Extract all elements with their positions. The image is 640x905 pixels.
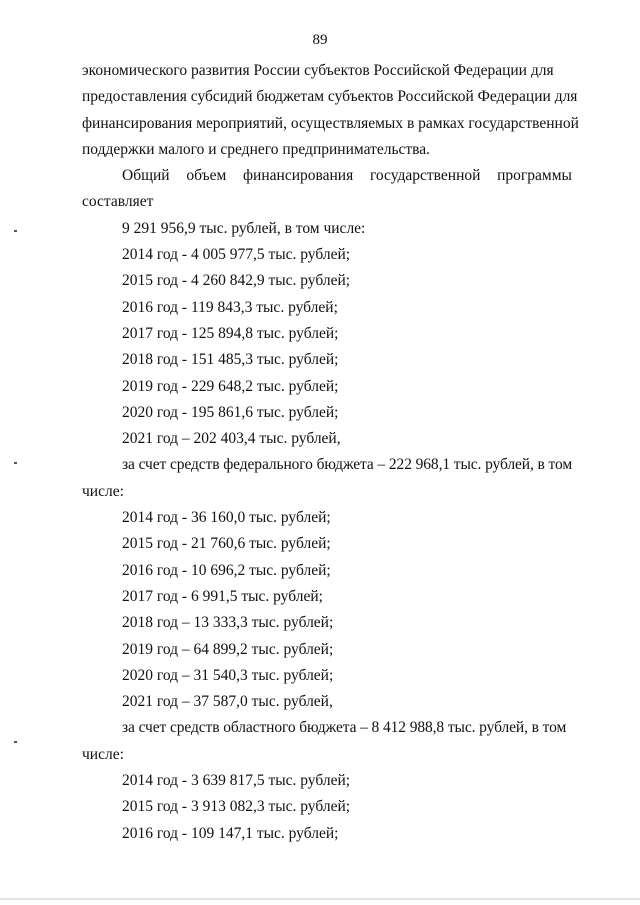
intro-line: финансирования мероприятий, осуществляемых в рамках государственной bbox=[82, 114, 579, 132]
intro-line: предоставления субсидий бюджетам субъектов Российской Федерации для bbox=[82, 88, 578, 106]
scan-edge bbox=[0, 898, 640, 900]
total-year-line: 2021 год – 202 403,4 тыс. рублей, bbox=[122, 430, 341, 448]
total-amount: 9 291 956,9 тыс. рублей, в том числе: bbox=[122, 219, 366, 237]
total-word: финансирования bbox=[243, 167, 354, 185]
intro-line: поддержки малого и среднего предпринимательства. bbox=[82, 140, 431, 158]
scan-mark bbox=[14, 462, 17, 464]
total-paragraph-line bbox=[82, 163, 572, 189]
federal-year-line: 2018 год – 13 333,3 тыс. рублей; bbox=[122, 614, 334, 632]
federal-budget-continuation: числе: bbox=[82, 482, 124, 500]
intro-line: экономического развития России субъектов Российской Федерации для bbox=[82, 62, 554, 79]
total-word: Общий bbox=[122, 167, 170, 185]
federal-year-line: 2019 год – 64 899,2 тыс. рублей; bbox=[122, 640, 334, 658]
regional-year-line: 2015 год - 3 913 082,3 тыс. рублей; bbox=[122, 798, 351, 816]
regional-year-line: 2014 год - 3 639 817,5 тыс. рублей; bbox=[122, 772, 351, 790]
total-year-line: 2018 год - 151 485,3 тыс. рублей; bbox=[122, 351, 339, 369]
federal-year-line: 2014 год - 36 160,0 тыс. рублей; bbox=[122, 509, 331, 527]
total-word: объем bbox=[186, 167, 227, 185]
scan-mark bbox=[14, 741, 17, 743]
total-year-line: 2019 год - 229 648,2 тыс. рублей; bbox=[122, 377, 339, 395]
total-word: программы bbox=[497, 167, 572, 185]
federal-year-line: 2016 год - 10 696,2 тыс. рублей; bbox=[122, 561, 331, 579]
federal-year-line: 2015 год - 21 760,6 тыс. рублей; bbox=[122, 535, 331, 553]
document-body bbox=[82, 58, 579, 847]
regional-budget-continuation: числе: bbox=[82, 745, 124, 763]
total-paragraph-continuation: составляет bbox=[82, 193, 154, 211]
federal-year-line: 2020 год – 31 540,3 тыс. рублей; bbox=[122, 666, 334, 684]
regional-year-line: 2016 год - 109 147,1 тыс. рублей; bbox=[122, 824, 339, 842]
total-word: государственной bbox=[369, 167, 481, 185]
federal-year-line: 2017 год - 6 991,5 тыс. рублей; bbox=[122, 587, 323, 605]
scan-mark bbox=[14, 230, 17, 232]
page-number: 89 bbox=[312, 32, 328, 48]
total-year-line: 2020 год - 195 861,6 тыс. рублей; bbox=[122, 403, 339, 421]
federal-budget-line: за счет средств федерального бюджета – 222 968,1 тыс. рублей, в том bbox=[122, 456, 573, 474]
total-year-line: 2014 год - 4 005 977,5 тыс. рублей; bbox=[122, 246, 351, 264]
federal-year-line: 2021 год – 37 587,0 тыс. рублей, bbox=[122, 693, 333, 711]
total-year-line: 2016 год - 119 843,3 тыс. рублей; bbox=[122, 298, 338, 316]
total-year-line: 2015 год - 4 260 842,9 тыс. рублей; bbox=[122, 272, 351, 290]
total-year-line: 2017 год - 125 894,8 тыс. рублей; bbox=[122, 324, 339, 342]
regional-budget-line: за счет средств областного бюджета – 8 412 988,8 тыс. рублей, в том bbox=[122, 719, 567, 737]
